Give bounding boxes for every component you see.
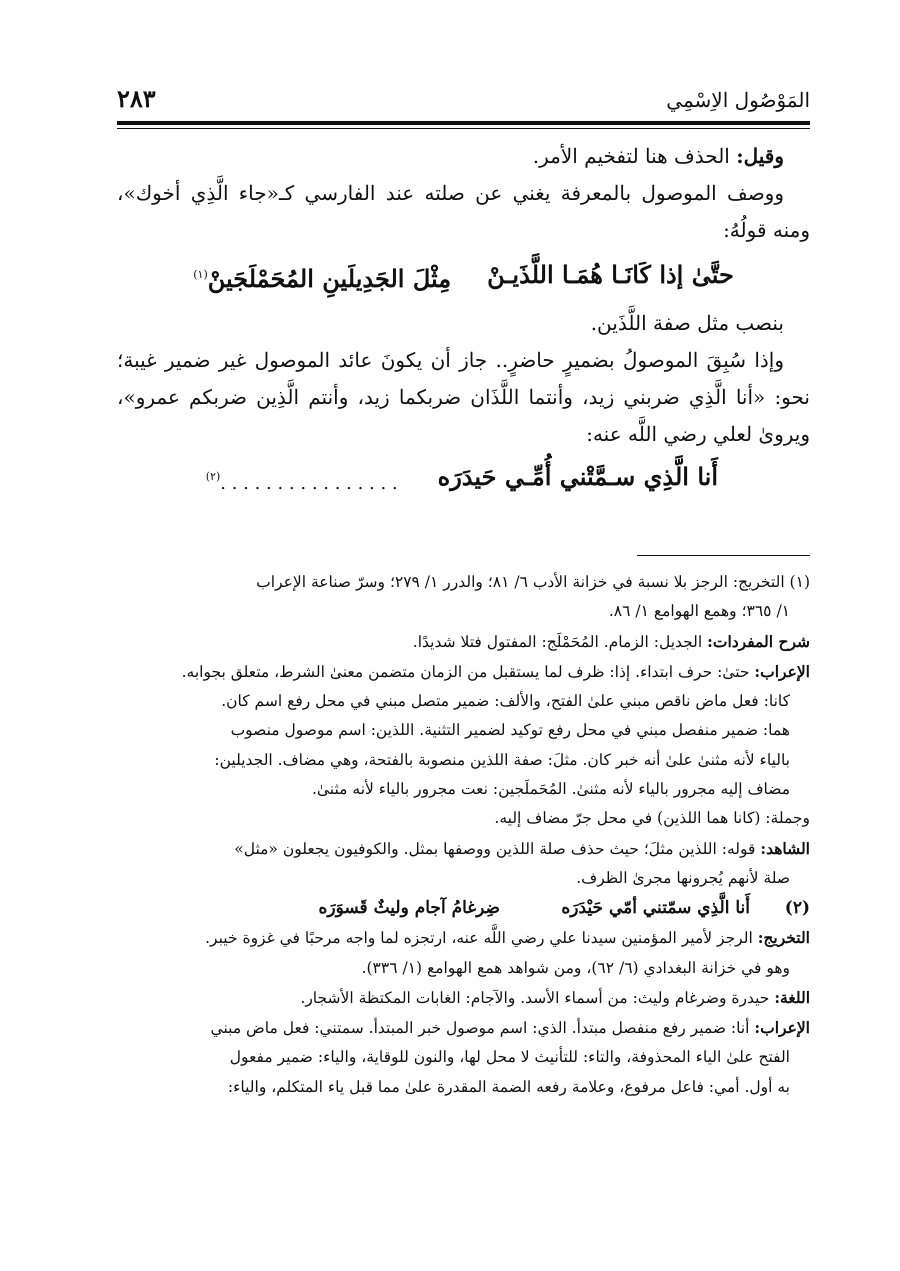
footnote-line bbox=[117, 657, 810, 687]
footnote-line: الفتح علىٰ الياء المحذوفة، والتاء: للتأنيث لا محل لها، والنون للوقاية، والياء: ضمير مفعول bbox=[229, 1048, 790, 1067]
poetry-verse bbox=[117, 253, 810, 301]
running-title: المَوْصُول الاِسْمِي bbox=[666, 88, 810, 112]
footnote-line: كانا: فعل ماض ناقص مبني علىٰ الفتح، والألف: ضمير متصل مبني في محل رفع اسم كان. bbox=[221, 692, 790, 711]
footnote-marker: (١) bbox=[193, 268, 208, 281]
header-rule-thin bbox=[117, 128, 810, 129]
page-header bbox=[117, 82, 810, 118]
footnote-line: وهو في خزانة البغدادي (٦/ ٦٢)، ومن شواهد همع الهوامع (١/ ٣٣٦). bbox=[361, 958, 790, 977]
footnote-line bbox=[117, 627, 810, 657]
footnote-line bbox=[117, 983, 810, 1013]
paragraph: ووصف الموصول بالمعرفة يغني عن صلته عند الفارسي كـ«جاء الَّذِي أخوك»، ومنه قولُهُ: bbox=[117, 181, 810, 242]
footnote-line: وجملة: (كانا هما اللذين) في محل جرّ مضاف إليه. bbox=[494, 809, 810, 828]
footnote-text: حتىٰ: حرف ابتداء. إذا: ظرف لما يستقبل من الزمان متضمن معنىٰ الشرط، متعلق بجوابه. bbox=[181, 662, 755, 681]
footnote-marker: (٢) bbox=[205, 470, 221, 483]
ellipsis-dots: . . . . . . . . . . . . . . . . bbox=[220, 473, 398, 494]
footnote-text: قوله: اللذين مثلَ؛ حيث حذف صلة اللذين ووصفها بمثل. والكوفيون يجعلون «مثل» bbox=[234, 839, 761, 858]
footnote-lead: الإعراب: bbox=[754, 1018, 810, 1038]
header-rule-thick bbox=[117, 121, 810, 125]
page-number: ٢٨٣ bbox=[117, 84, 156, 113]
footnote-lead: شرح المفردات: bbox=[707, 631, 810, 651]
verse-hemistich-first: حتَّىٰ إذا كَانَـا هُمَـا اللَّذَيـنْ bbox=[487, 260, 734, 289]
paragraph: وإذا سُبِقَ الموصولُ بضميرٍ حاضرٍ.. جاز أن يكونَ عائد الموصول غير ضمير غيبة؛ نحو: «أنا الَّذِي ضربني زيد، وأنتما اللَّذَان ضربكما زيد، وأنتم الَّذِين ضربكم عمرو»، ويروىٰ لعلي رضي اللَّه عنه: bbox=[117, 348, 810, 446]
footnote-lead: الشاهد: bbox=[760, 838, 810, 858]
footnote-line: ١/ ٣٦٥؛ وهمع الهوامع ١/ ٨٦. bbox=[608, 602, 790, 621]
paragraph bbox=[117, 138, 810, 175]
footnote-line: (١) التخريج: الرجز بلا نسبة في خزانة الأدب ٦/ ٨١؛ والدرر ١/ ٢٧٩؛ وسرّ صناعة الإعراب bbox=[256, 573, 810, 591]
verse-hemistich-first: أَنا الَّذِي سمّتني أمّي حَيْدَرَه bbox=[561, 898, 750, 919]
footnote-line bbox=[117, 1013, 810, 1043]
footnote-line: به أول. أمي: فاعل مرفوع، وعلامة رفعه الضمة المقدرة علىٰ مما قبل ياء المتكلم، والياء: bbox=[227, 1077, 790, 1096]
main-text bbox=[117, 138, 810, 508]
footnote-line: هما: ضمير منفصل مبني في محل رفع توكيد لضمير التثنية. اللذين: اسم موصول منصوب bbox=[230, 721, 790, 740]
footnote-separator bbox=[637, 555, 810, 556]
poetry-verse bbox=[117, 455, 810, 506]
verse-hemistich-second bbox=[193, 253, 451, 301]
footnote-text: الرجز لأمير المؤمنين سيدنا علي رضي اللَّه عنه، ارتجزه لما واجه مرحبًا في غزوة خيبر. bbox=[205, 929, 758, 948]
paragraph-lead: وقيل: bbox=[736, 144, 784, 168]
footnote-lead: الإعراب: bbox=[754, 661, 810, 681]
footnote-lead: اللغة: bbox=[774, 987, 810, 1007]
footnote-line: صلة لأنهم يُجرونها مجرىٰ الظرف. bbox=[576, 868, 790, 887]
footnotes bbox=[117, 568, 810, 1102]
paragraph: بنصب مثل صفة اللَّذَين. bbox=[590, 311, 784, 335]
footnote-verse bbox=[117, 893, 810, 923]
footnote-line bbox=[117, 834, 810, 864]
verse-hemistich-first: أَنا الَّذِي سـمَّتْني أُمِّـي حَيدَرَه bbox=[437, 462, 718, 491]
footnote-text: الجديل: الزمام. المُحَمْلَج: المفتول فتلا شديدًا. bbox=[412, 632, 708, 651]
verse-hemistich-second: ضِرغامُ آجام وليثٌ قَسوَرَه bbox=[318, 898, 500, 919]
footnote-text: حيدرة وضرغام وليث: من أسماء الأسد. والآجام: الغابات المكتظة الأشجار. bbox=[300, 988, 775, 1007]
footnote-line: بالياء لأنه مثنىٰ علىٰ أنه خبر كان. مثلَ: صفة اللذين منصوبة بالفتحة، وهي مضاف. الجديلين: bbox=[214, 750, 790, 769]
verse-text: مِثْلَ الجَدِيلَينِ المُحَمْلَجَينْ bbox=[207, 264, 452, 293]
footnote-line bbox=[117, 923, 810, 953]
footnote-lead: التخريج: bbox=[757, 928, 810, 948]
paragraph-text: الحذف هنا لتفخيم الأمر. bbox=[532, 144, 737, 168]
footnote-line: مضاف إليه مجرور بالياء لأنه مثنىٰ. المُحَملَجين: نعت مجرور بالياء لأنه مثنىٰ. bbox=[311, 780, 790, 799]
footnote-text: أنا: ضمير رفع منفصل مبتدأ. الذي: اسم موصول خبر المبتدأ. سمتني: فعل ماض مبني bbox=[210, 1019, 755, 1038]
footnote-number: (٢) bbox=[784, 898, 810, 919]
verse-hemistich-elided bbox=[206, 455, 398, 506]
